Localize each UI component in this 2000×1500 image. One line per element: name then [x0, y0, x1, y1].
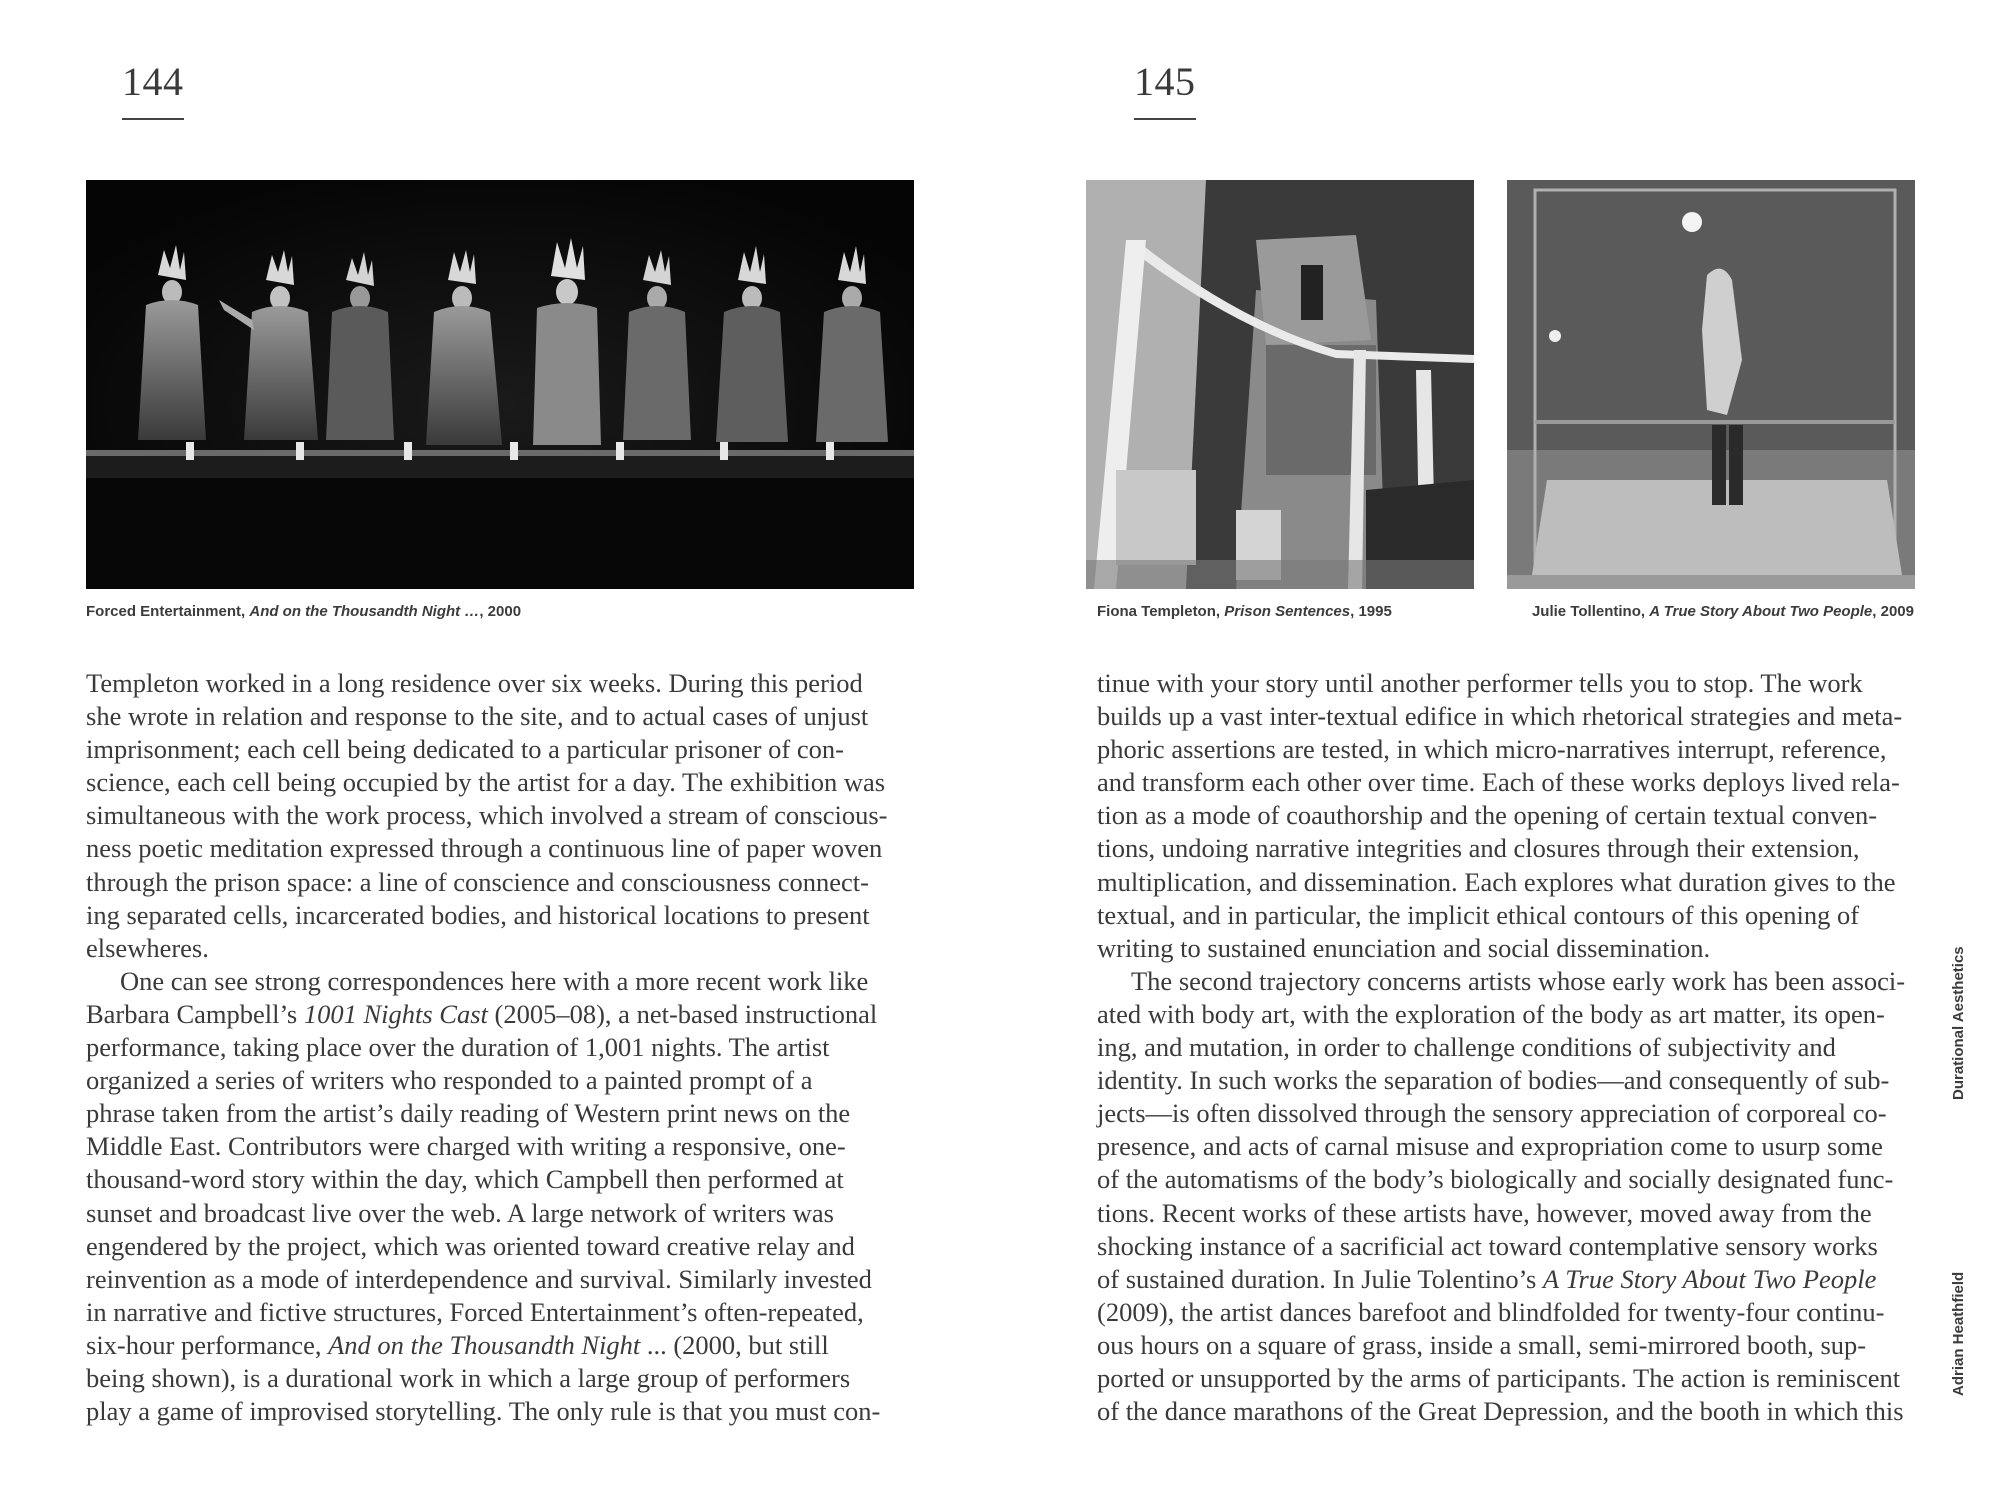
text-line: Templeton worked in a long residence over six weeks. During this period [86, 668, 863, 698]
text-line: ated with body art, with the exploration of the body as art matter, its open- [1097, 998, 1885, 1029]
caption-artist: Julie Tollentino, [1531, 603, 1650, 620]
text-line: thousand-word story within the day, which Campbell then performed at [86, 1164, 844, 1195]
text-line: of the automatisms of the body’s biologically and socially designated func- [1097, 1164, 1894, 1195]
text-line: engendered by the project, which was oriented toward creative relay and [86, 1230, 855, 1261]
text-line: The second trajectory concerns artists whose early work has been associ- [1131, 965, 1906, 996]
text-line: ported or unsupported by the arms of participants. The action is reminiscent [1097, 1362, 1901, 1393]
text-line: phoric assertions are tested, in which micro-narratives interrupt, reference, [1097, 734, 1887, 765]
text-line: Middle East. Contributors were charged with writing a responsive, one- [86, 1131, 846, 1162]
text-line: organized a series of writers who responded to a painted prompt of a [86, 1065, 813, 1096]
text-line: she wrote in relation and response to the site, and to actual cases of unjust [86, 701, 869, 732]
text-line: multiplication, and dissemination. Each explores what duration gives to the [1097, 866, 1896, 897]
caption-true-story [1532, 603, 1914, 621]
text-line: tions, undoing narrative integrities and closures through their extension, [1097, 833, 1860, 864]
text-run: Barbara Campbell’s [86, 998, 304, 1029]
italic-title: A True Story About Two People [1542, 1263, 1877, 1294]
text-line: elsewheres. [86, 932, 209, 963]
body-text-right [1097, 667, 1905, 1428]
text-line: reinvention as a mode of interdependence and survival. Similarly invested [86, 1263, 872, 1294]
text-line: ing, and mutation, in order to challenge conditions of subjectivity and [1097, 1032, 1836, 1063]
page-number-left: 144 [122, 59, 184, 104]
text-line: One can see strong correspondences here with a more recent work like [120, 965, 869, 996]
caption-forced-entertainment [86, 603, 521, 621]
caption-year: , 2000 [479, 603, 522, 620]
page-number-right: 145 [1134, 59, 1196, 104]
text-line: identity. In such works the separation of bodies—and consequently of sub- [1097, 1065, 1890, 1096]
caption-artist: Fiona Templeton, [1097, 603, 1225, 620]
text-line: shocking instance of a sacrificial act toward contemplative sensory works [1097, 1230, 1878, 1261]
text-line: ing separated cells, incarcerated bodies, and historical locations to present [86, 899, 870, 930]
text-line: (2009), the artist dances barefoot and blindfolded for twenty-four continu- [1097, 1296, 1885, 1327]
text-line: builds up a vast inter-textual edifice in which rhetorical strategies and meta- [1097, 701, 1903, 732]
text-line: textual, and in particular, the implicit ethical contours of this opening of [1097, 899, 1860, 930]
text-line: presence, and acts of carnal misuse and expropriation come to usurp some [1097, 1131, 1883, 1162]
text-line: tion as a mode of coauthorship and the opening of certain textual conven- [1097, 800, 1878, 831]
body-text-left [86, 667, 887, 1428]
caption-prison-sentences [1097, 603, 1392, 621]
text-line: writing to sustained enunciation and social dissemination. [1097, 932, 1711, 963]
italic-title: And on the Thousandth Night [328, 1329, 641, 1360]
text-line: science, each cell being occupied by the artist for a day. The exhibition was [86, 767, 886, 798]
text-run: ... (2000, but still [640, 1329, 829, 1360]
italic-title: 1001 Nights Cast [303, 998, 488, 1029]
text-line: being shown), is a durational work in which a large group of performers [86, 1362, 851, 1393]
text-line [86, 1329, 887, 1362]
caption-year: , 1995 [1350, 603, 1392, 620]
page-number-rule-right [1134, 118, 1196, 120]
text-run: (2005–08), a net-based instructional [487, 998, 878, 1029]
text-line [1097, 1263, 1905, 1296]
text-run: six-hour performance, [86, 1329, 329, 1360]
page-number-rule-left [122, 118, 184, 120]
text-line: simultaneous with the work process, which involved a stream of conscious- [86, 800, 888, 831]
caption-year: , 2009 [1872, 603, 1914, 620]
text-line: imprisonment; each cell being dedicated to a particular prisoner of con- [86, 734, 844, 765]
text-line: sunset and broadcast live over the web. A large network of writers was [86, 1197, 834, 1228]
text-line: of the dance marathons of the Great Depression, and the booth in which this [1097, 1396, 1904, 1427]
running-head-author: Adrian Heathfield [1950, 1271, 1967, 1396]
caption-title: Prison Sentences [1224, 603, 1351, 620]
text-line [86, 998, 887, 1031]
caption-title: And on the Thousandth Night … [249, 603, 480, 620]
text-line: performance, taking place over the duration of 1,001 nights. The artist [86, 1032, 830, 1063]
text-line: jects—is often dissolved through the sensory appreciation of corporeal co- [1097, 1098, 1887, 1129]
photo-true-story [1507, 180, 1915, 589]
text-line: ness poetic meditation expressed through a continuous line of paper woven [86, 833, 883, 864]
text-line: in narrative and fictive structures, Forced Entertainment’s often-repeated, [86, 1296, 864, 1327]
text-line: play a game of improvised storytelling. The only rule is that you must con- [86, 1396, 881, 1427]
text-line: phrase taken from the artist’s daily reading of Western print news on the [86, 1098, 851, 1129]
text-line: tinue with your story until another performer tells you to stop. The work [1097, 668, 1863, 698]
photo-prison-sentences [1086, 180, 1474, 589]
text-line: ous hours on a square of grass, inside a small, semi-mirrored booth, sup- [1097, 1329, 1867, 1360]
running-head-title: Durational Aesthetics [1950, 946, 1967, 1100]
text-line: and transform each other over time. Each of these works deploys lived rela- [1097, 767, 1900, 798]
text-line: tions. Recent works of these artists have, however, moved away from the [1097, 1197, 1872, 1228]
caption-title: A True Story About Two People [1649, 603, 1873, 620]
photo-forced-entertainment [86, 180, 914, 589]
text-run: of sustained duration. In Julie Tolentino’s [1097, 1263, 1543, 1294]
caption-artist: Forced Entertainment, [86, 603, 250, 620]
text-line: through the prison space: a line of conscience and consciousness connect- [86, 866, 869, 897]
